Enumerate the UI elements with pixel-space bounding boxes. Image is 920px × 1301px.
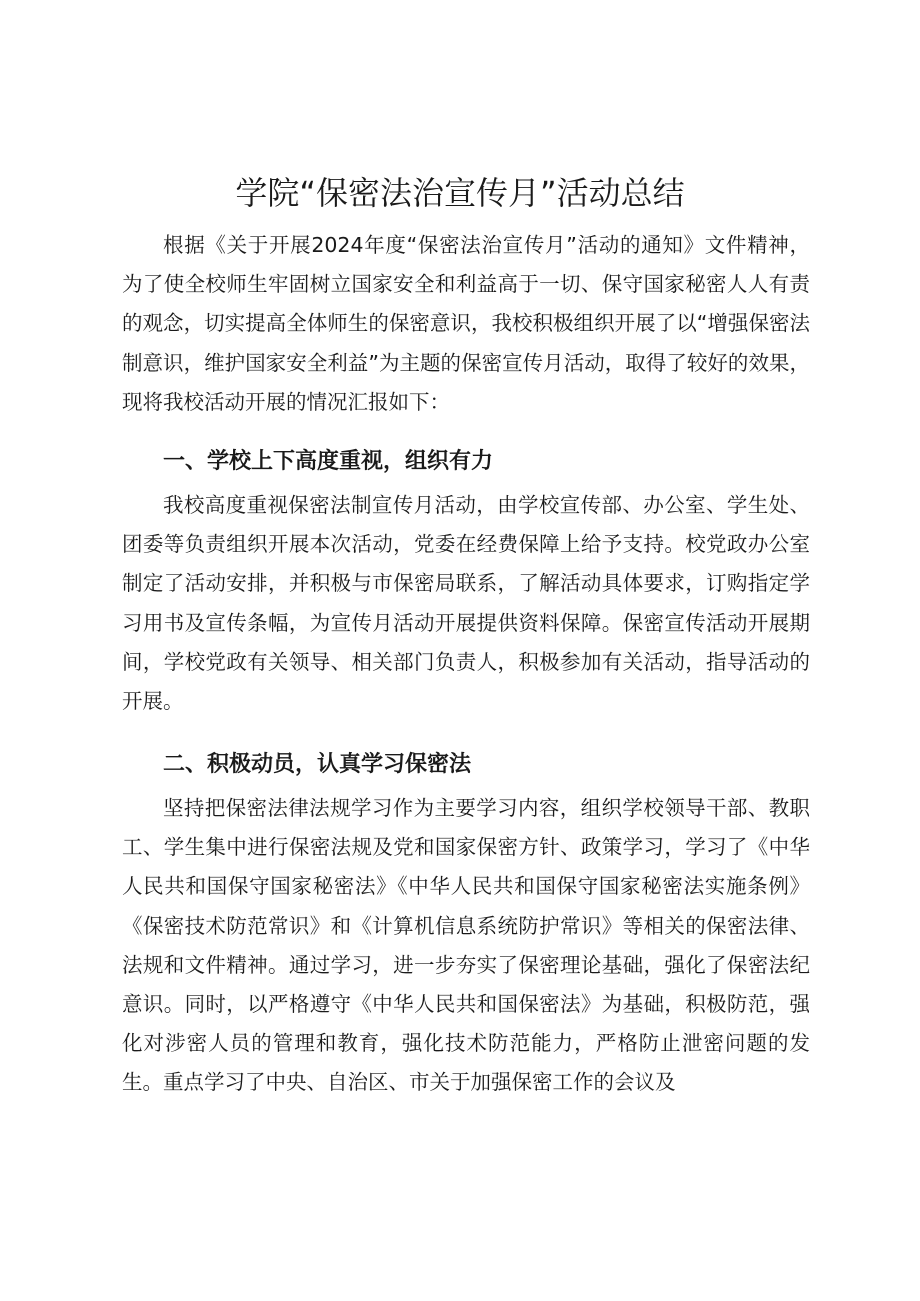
intro-paragraph: 根据《关于开展2024年度“保密法治宣传月”活动的通知》文件精神，为了使全校师生牢固树立国家安全和利益高于一切、保守国家秘密人人有责的观念，切实提高全体师生的保密意识，我校积极组织开展了以“增强保密法制意识，维护国家安全利益”为主题的保密宣传月活动，取得了较好的效果，现将我校活动开展的情况汇报如下： (122, 233, 810, 414)
document-title: 学院“保密法治宣传月”活动总结 (235, 174, 685, 212)
section-2-paragraph: 坚持把保密法律法规学习作为主要学习内容，组织学校领导干部、教职工、学生集中进行保密法规及党和国家保密方针、政策学习，学习了《中华人民共和国保守国家秘密法》《中华人民共和国保守国家秘密法实施条例》《保密技术防范常识》和《计算机信息系统防护常识》等相关的保密法律、法规和文件精神。通过学习，进一步夯实了保密理论基础，强化了保密法纪意识。同时，以严格遵守《中华人民共和国保密法》为基础，积极防范，强化对涉密人员的管理和教育，强化技术防范能力，严格防止泄密问题的发生。重点学习了中央、自治区、市关于加强保密工作的会议及 (122, 796, 810, 1095)
section-heading-2: 二、积极动员，认真学习保密法 (163, 752, 472, 777)
section-1-paragraph: 我校高度重视保密法制宣传月活动，由学校宣传部、办公室、学生处、团委等负责组织开展本次活动，党委在经费保障上给予支持。校党政办公室制定了活动安排，并积极与市保密局联系，了解活动具体要求，订购指定学习用书及宣传条幅，为宣传月活动开展提供资料保障。保密宣传活动开展期间，学校党政有关领导、相关部门负责人，积极参加有关活动，指导活动的开展。 (122, 493, 810, 714)
section-heading-1: 一、学校上下高度重视，组织有力 (163, 449, 494, 474)
